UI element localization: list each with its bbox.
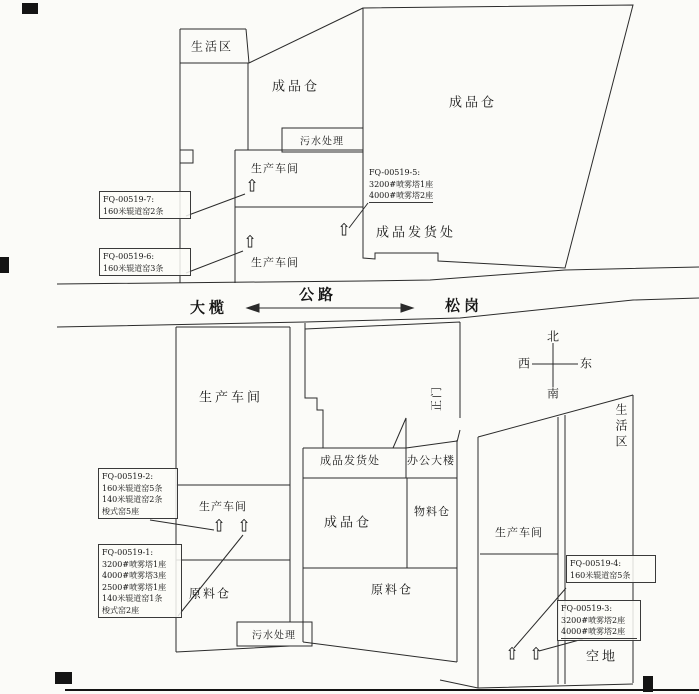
building-label-workshop-bl-big: 生产车间 [198, 390, 264, 406]
building-label-finished-warehouse-right: 成品仓 [448, 95, 498, 111]
building-label-living-area-top: 生活区 [190, 39, 234, 54]
building-label-raw-warehouse-mid: 原料仓 [370, 582, 414, 597]
building-label-dispatch-top: 成品发货处 [375, 225, 457, 241]
road-name: 公路 [298, 285, 338, 304]
fq-line: FQ-00519-2: [102, 472, 154, 481]
fq-line: FQ-00519-4: [570, 559, 622, 568]
scan-artifact [22, 3, 38, 14]
fq-line: 2500#喷雾塔1座 [102, 582, 167, 592]
chimney-icon: ⇧ [244, 176, 260, 197]
fq-line: 160米辊道窑2条 [103, 206, 164, 216]
fq-line: 140米辊道窑2条 [102, 495, 163, 504]
chimney-icon: ⇧ [211, 516, 227, 537]
compass-south: 南 [546, 386, 560, 401]
road-place-left: 大榄 [189, 298, 229, 317]
fq-label-00519-7 [99, 191, 191, 219]
compass-east: 东 [579, 356, 593, 371]
scan-artifact [65, 689, 699, 691]
empty-land-label: 空地 [585, 649, 619, 665]
building-label-workshop-br: 生产车间 [495, 526, 543, 539]
fq-label-00519-6 [99, 248, 191, 276]
fq-line: FQ-00519-6: [103, 252, 155, 261]
fq-label-00519-5 [366, 165, 436, 204]
fq-line: FQ-00519-3: [561, 604, 613, 613]
fq-label-00519-2 [98, 468, 178, 519]
fq-line: 3200#喷雾塔1座 [369, 179, 434, 189]
building-label-material-warehouse: 物料仓 [414, 505, 450, 518]
building-label-workshop-top-1: 生产车间 [251, 162, 299, 175]
fq-line: 160米辊道窑5条 [102, 483, 163, 493]
fq-line: 4000#喷雾塔2座 [369, 190, 433, 203]
fq-line: 梭式窑2座 [102, 605, 140, 615]
chimney-icon: ⇧ [504, 644, 520, 665]
building-label-finished-warehouse-left: 成品仓 [271, 79, 321, 95]
building-label-living-area-right: 生活区 [614, 403, 628, 451]
fq-label-00519-3 [557, 600, 641, 641]
fq-label-00519-1 [98, 544, 182, 618]
chimney-icon: ⇧ [336, 220, 352, 241]
building-label-workshop-top-2: 生产车间 [251, 256, 299, 269]
fq-line: 3200#喷雾塔2座 [561, 615, 626, 625]
fq-line: FQ-00519-7: [103, 195, 155, 204]
compass-west: 西 [517, 356, 531, 371]
chimney-icon: ⇧ [242, 232, 258, 253]
fq-line: 160米辊道窑3条 [103, 263, 164, 273]
building-label-finished-warehouse-bottom: 成品仓 [323, 515, 373, 531]
fq-line: FQ-00519-5: [369, 168, 421, 177]
compass-north: 北 [546, 329, 560, 344]
building-label-workshop-bl-small: 生产车间 [199, 500, 247, 513]
road-place-right: 松岗 [444, 296, 484, 315]
fq-label-00519-4 [566, 555, 656, 583]
building-label-raw-warehouse-left: 原料仓 [188, 586, 232, 601]
fq-line: 160米辊道窑5条 [570, 570, 631, 580]
fq-line: 140米辊道窑1条 [102, 594, 163, 603]
fq-line: 梭式窑5座 [102, 506, 140, 516]
fq-line: 3200#喷雾塔1座 [102, 559, 167, 569]
building-label-office: 办公大楼 [407, 454, 455, 467]
building-label-dispatch-bottom: 成品发货处 [320, 454, 380, 467]
building-label-sewage-top: 污水处理 [300, 136, 344, 148]
main-gate-label: 正门 [430, 385, 443, 411]
scan-artifact [55, 672, 72, 684]
fq-line: 4000#喷雾塔2座 [561, 626, 637, 639]
fq-line: 4000#喷雾塔3座 [102, 571, 167, 580]
chimney-icon: ⇧ [528, 644, 544, 665]
fq-line: FQ-00519-1: [102, 548, 154, 557]
scan-artifact [0, 257, 9, 273]
building-label-sewage-bottom: 污水处理 [252, 630, 296, 642]
chimney-icon: ⇧ [236, 516, 252, 537]
